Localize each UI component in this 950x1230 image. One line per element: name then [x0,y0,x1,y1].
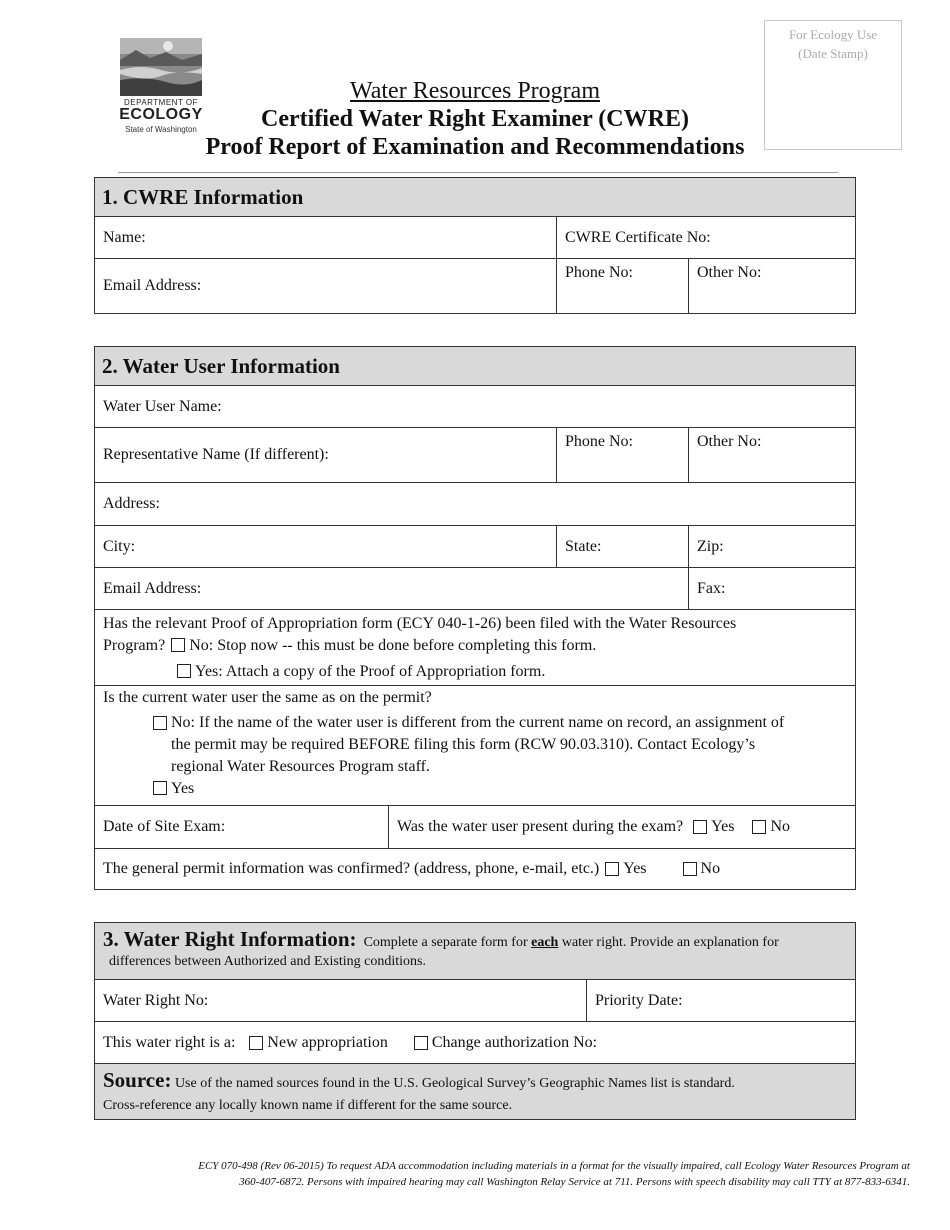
fax-field[interactable]: Fax: [688,568,855,609]
proof-filed-question: Has the relevant Proof of Appropriation form (ECY 040-1-26) been filed with the Water Resources Program? No: Stop now -- this must be done before completing this form. Yes: Attach a copy of the Proof of Appropriation form. [95,609,855,685]
city-field[interactable]: City: [103,537,136,555]
present-no-checkbox[interactable] [752,820,766,834]
section-1-heading: 1. CWRE Information [95,178,855,216]
state-field[interactable]: State: [556,526,688,567]
confirmed-no-checkbox[interactable] [683,862,697,876]
stamp-line-1: For Ecology Use [788,27,878,42]
user-other-no-field[interactable]: Other No: [688,428,855,482]
cwre-other-no-field[interactable]: Other No: [688,259,855,313]
zip-field[interactable]: Zip: [688,526,855,567]
header-divider [118,172,838,173]
proof-no-checkbox[interactable] [171,638,185,652]
same-user-no-checkbox[interactable] [153,716,167,730]
new-appropriation-checkbox[interactable] [249,1036,263,1050]
cwre-name-field[interactable]: Name: [103,228,146,246]
logo-dept-text: DEPARTMENT OF [123,98,199,107]
source-instructions: Source: Use of the named sources found in the U.S. Geological Survey’s Geographic Names list is standard. Cross-reference any locally known name if different for the same source. [95,1063,855,1119]
permit-confirmed-question: The general permit information was confirmed? (address, phone, e-mail, etc.) Yes No [103,860,721,877]
stamp-line-2: (Date Stamp) [798,46,868,61]
water-user-name-field[interactable]: Water User Name: [103,397,222,415]
proof-yes-checkbox[interactable] [177,664,191,678]
user-phone-field[interactable]: Phone No: [556,428,688,482]
section-water-user-information [94,346,856,890]
representative-name-field[interactable]: Representative Name (If different): [103,446,329,463]
logo-ecology-text: ECOLOGY [119,106,203,123]
present-yes-checkbox[interactable] [693,820,707,834]
confirmed-yes-checkbox[interactable] [605,862,619,876]
change-authorization-checkbox[interactable] [414,1036,428,1050]
same-user-question: Is the current water user the same as on the permit? No: If the name of the water user is different from the current name on record, an assignment of the permit may be required BEFORE filing this form (RCW 90.03.310). Contact Ecology’s regional Water Resources Program staff. Yes [95,685,855,805]
program-title: Water Resources Program [350,78,600,104]
form-subtitle: Proof Report of Examination and Recommendations [205,134,745,160]
section-water-right-information [94,922,856,1120]
form-title: Certified Water Right Examiner (CWRE) [261,106,689,132]
water-right-type-row: This water right is a: New appropriation Change authorization No: [103,1033,598,1051]
section-cwre-information [94,177,856,314]
priority-date-field[interactable]: Priority Date: [586,980,855,1021]
logo-state-text: State of Washington [125,125,197,134]
user-present-question: Was the water user present during the exam? Yes No [388,806,855,848]
form-footer: ECY 070-498 (Rev 06-2015) To request ADA accommodation including materials in a format for the visually impaired, call Ecology Water Resources Program at 360-407-6872. Persons with impaired hearing may call Washington Relay Service at 711. Persons with speech disability may call TTY at 877-833-6341. [198,1160,910,1188]
cwre-certificate-field[interactable]: CWRE Certificate No: [556,217,855,258]
same-user-yes-checkbox[interactable] [153,781,167,795]
cwre-phone-field[interactable]: Phone No: [556,259,688,313]
cwre-email-field[interactable]: Email Address: [103,277,202,294]
section-2-heading: 2. Water User Information [95,347,855,385]
water-right-no-field[interactable]: Water Right No: [103,991,209,1009]
address-field[interactable]: Address: [103,495,160,512]
user-email-field[interactable]: Email Address: [103,579,202,597]
site-exam-date-field[interactable]: Date of Site Exam: [103,818,226,835]
section-3-heading: 3. Water Right Information: Complete a separate form for each water right. Provide an explanation for differences between Authorized and Existing conditions. [95,923,855,979]
